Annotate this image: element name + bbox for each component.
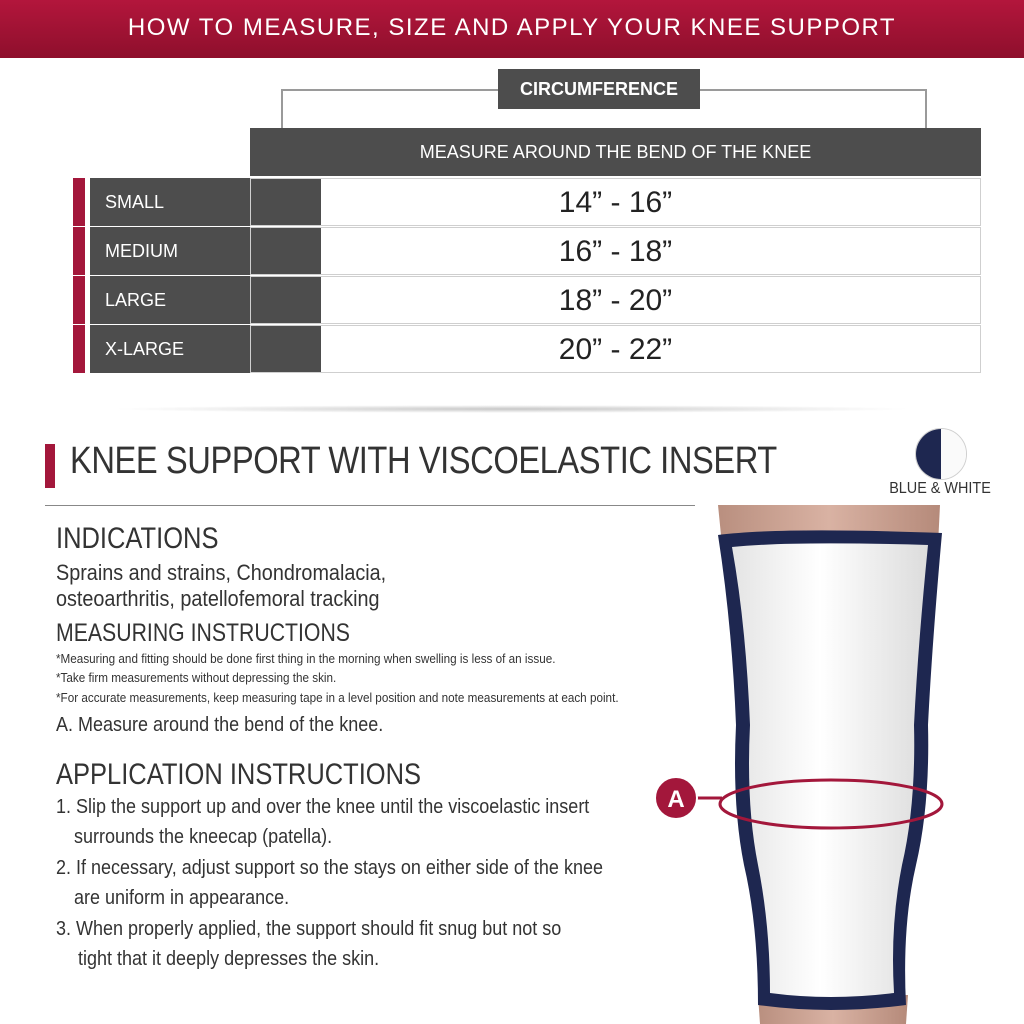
color-swatch [915, 428, 967, 480]
product-title: KNEE SUPPORT WITH VISCOELASTIC INSERT [70, 440, 777, 482]
size-row-xlarge [73, 325, 981, 373]
swatch-white-half [941, 429, 966, 479]
size-name: SMALL [90, 178, 321, 226]
row-accent [73, 178, 85, 226]
application-step-line: 2. If necessary, adjust support so the stays on either side of the knee [56, 857, 603, 879]
size-row-large [73, 276, 981, 324]
size-name: MEDIUM [90, 227, 321, 275]
size-row-medium [73, 227, 981, 275]
size-range: 16” - 18” [250, 227, 981, 275]
size-range: 18” - 20” [250, 276, 981, 324]
application-step-line: are uniform in appearance. [74, 887, 290, 909]
application-step-line: 1. Slip the support up and over the knee until the viscoelastic insert [56, 796, 590, 818]
header-banner [0, 0, 1024, 58]
section-divider-shadow [110, 405, 914, 413]
measure-column-header: MEASURE AROUND THE BEND OF THE KNEE [250, 128, 981, 176]
measuring-note: *For accurate measurements, keep measuring tape in a level position and note measurements at each point. [56, 690, 619, 705]
measuring-heading: MEASURING INSTRUCTIONS [56, 619, 350, 647]
size-name: LARGE [90, 276, 321, 324]
size-name: X-LARGE [90, 325, 321, 373]
indications-line: Sprains and strains, Chondromalacia, [56, 560, 387, 585]
measuring-step-a: A. Measure around the bend of the knee. [56, 714, 384, 736]
indications-line: osteoarthritis, patellofemoral tracking [56, 586, 380, 611]
swatch-blue-half [916, 429, 941, 479]
color-swatch-label: BLUE & WHITE [889, 480, 991, 497]
application-step-line: tight that it deeply depresses the skin. [78, 948, 380, 970]
title-underline [45, 505, 695, 506]
row-accent [73, 276, 85, 324]
row-accent [73, 325, 85, 373]
knee-support-illustration [640, 505, 970, 1024]
size-range: 14” - 16” [250, 178, 981, 226]
marker-label: A [667, 786, 685, 813]
measuring-note: *Take firm measurements without depressing the skin. [56, 670, 337, 685]
indications-heading: INDICATIONS [56, 522, 219, 555]
size-row-small [73, 178, 981, 226]
application-step-line: 3. When properly applied, the support should fit snug but not so [56, 918, 562, 940]
circumference-label: CIRCUMFERENCE [498, 69, 700, 109]
banner-title: HOW TO MEASURE, SIZE AND APPLY YOUR KNEE SUPPORT [127, 14, 897, 41]
application-heading: APPLICATION INSTRUCTIONS [56, 758, 422, 791]
title-accent-bar [45, 444, 55, 488]
application-step-line: surrounds the kneecap (patella). [74, 826, 333, 848]
measuring-note: *Measuring and fitting should be done first thing in the morning when swelling is less of an issue. [56, 651, 556, 666]
size-range: 20” - 22” [250, 325, 981, 373]
row-accent [73, 227, 85, 275]
